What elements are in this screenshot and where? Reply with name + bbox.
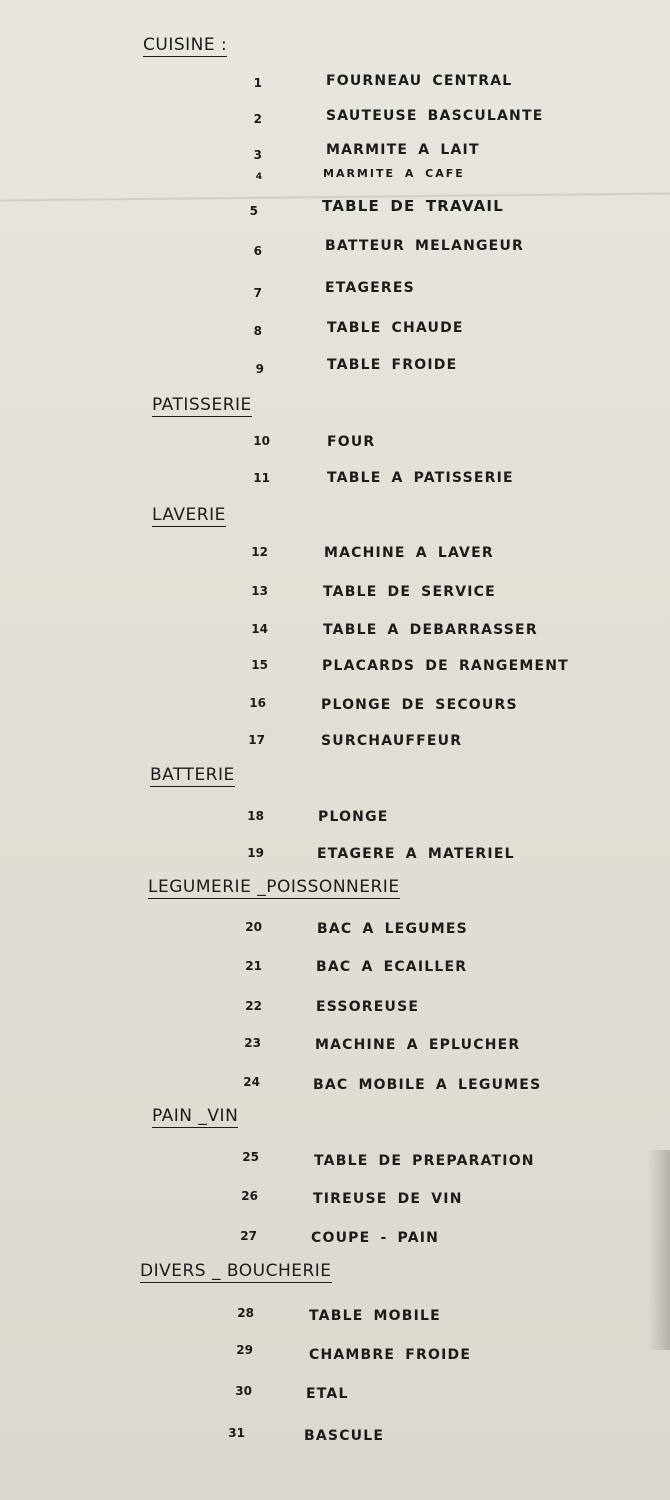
item-label: MARMITE A CAFE xyxy=(323,167,465,180)
item-label: TIREUSE DE VIN xyxy=(313,1191,463,1207)
item-label: BAC A ECAILLER xyxy=(316,959,468,975)
item-label: SURCHAUFFEUR xyxy=(321,733,463,749)
item-number: 12 xyxy=(251,545,268,559)
item-label: MARMITE A LAIT xyxy=(326,142,480,158)
item-label: FOURNEAU CENTRAL xyxy=(326,73,513,89)
item-label: PLACARDS DE RANGEMENT xyxy=(322,658,569,674)
item-label: TABLE DE PREPARATION xyxy=(314,1153,535,1169)
item-number: 30 xyxy=(235,1384,252,1398)
edge-shadow xyxy=(648,1150,670,1350)
item-label: FOUR xyxy=(327,434,376,450)
item-number: 7 xyxy=(253,286,262,300)
item-label: SAUTEUSE BASCULANTE xyxy=(326,108,544,124)
item-label: TABLE FROIDE xyxy=(327,357,458,373)
item-number: 17 xyxy=(248,733,265,747)
item-number: 4 xyxy=(255,172,262,182)
section-title-batterie: BATTERIE xyxy=(150,765,235,785)
section-title-laverie: LAVERIE xyxy=(152,505,226,525)
item-number: 14 xyxy=(251,622,268,636)
item-label: TABLE A DEBARRASSER xyxy=(323,622,538,638)
item-number: 10 xyxy=(253,434,270,448)
item-number: 29 xyxy=(236,1343,253,1357)
item-label: MACHINE A LAVER xyxy=(324,545,494,561)
item-number: 19 xyxy=(247,846,264,860)
item-number: 23 xyxy=(244,1036,261,1050)
item-label: ETAGERES xyxy=(325,280,415,296)
item-label: TABLE CHAUDE xyxy=(327,320,464,336)
item-label: CHAMBRE FROIDE xyxy=(309,1347,472,1363)
item-number: 25 xyxy=(242,1150,259,1164)
item-label: BASCULE xyxy=(304,1428,385,1444)
item-label: BAC A LEGUMES xyxy=(317,921,468,937)
item-number: 18 xyxy=(247,809,264,823)
item-number: 27 xyxy=(240,1229,257,1243)
section-title-patisserie: PATISSERIE xyxy=(152,395,252,415)
item-number: 2 xyxy=(253,112,262,126)
item-label: MACHINE A EPLUCHER xyxy=(315,1037,521,1053)
item-number: 13 xyxy=(251,584,268,598)
item-number: 16 xyxy=(249,696,266,710)
item-label: TABLE DE TRAVAIL xyxy=(322,197,504,215)
item-number: 8 xyxy=(253,324,262,338)
item-number: 3 xyxy=(253,148,262,162)
item-number: 24 xyxy=(243,1075,260,1089)
item-label: ESSOREUSE xyxy=(316,999,420,1015)
item-number: 5 xyxy=(249,204,258,218)
item-label: PLONGE xyxy=(318,809,389,825)
item-label: TABLE DE SERVICE xyxy=(323,584,496,600)
item-label: BAC MOBILE A LEGUMES xyxy=(313,1077,542,1093)
item-number: 11 xyxy=(253,471,270,485)
item-number: 6 xyxy=(253,244,262,258)
section-title-legumerie-poissonnerie: LEGUMERIE _POISSONNERIE xyxy=(148,877,400,897)
item-label: TABLE MOBILE xyxy=(309,1308,441,1324)
item-label: BATTEUR MELANGEUR xyxy=(325,238,524,254)
item-label: TABLE A PATISSERIE xyxy=(327,470,514,486)
item-label: PLONGE DE SECOURS xyxy=(321,697,518,713)
item-number: 28 xyxy=(237,1306,254,1320)
section-title-pain-vin: PAIN _VIN xyxy=(152,1106,239,1126)
item-number: 26 xyxy=(241,1189,258,1203)
item-number: 21 xyxy=(245,959,262,973)
item-number: 1 xyxy=(253,76,262,90)
section-title-cuisine: CUISINE : xyxy=(143,35,228,55)
item-number: 9 xyxy=(255,362,264,376)
section-title-divers-boucherie: DIVERS _ BOUCHERIE xyxy=(140,1261,332,1281)
item-label: COUPE - PAIN xyxy=(311,1230,440,1246)
item-number: 15 xyxy=(251,658,268,672)
item-number: 20 xyxy=(245,920,262,934)
item-label: ETAL xyxy=(306,1386,349,1402)
item-number: 31 xyxy=(228,1426,245,1440)
item-label: ETAGERE A MATERIEL xyxy=(317,846,515,862)
item-number: 22 xyxy=(245,999,262,1013)
